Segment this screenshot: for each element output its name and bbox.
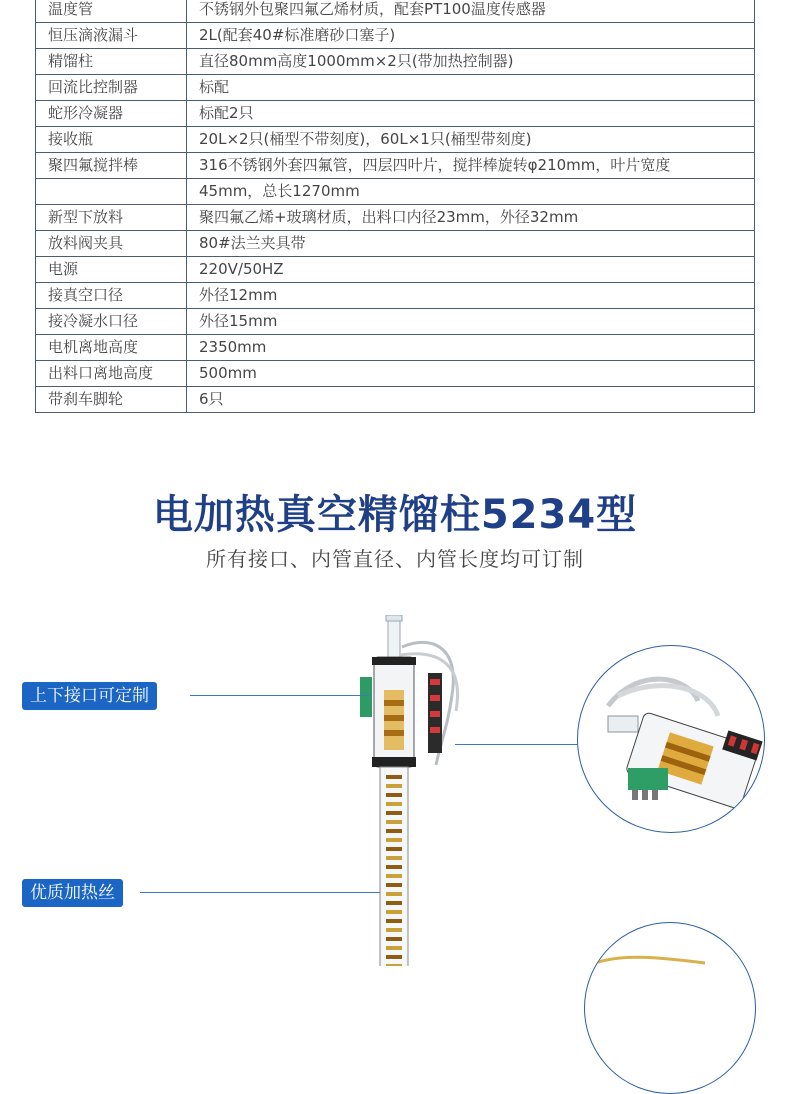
product-title: 电加热真空精馏柱5234型	[152, 492, 638, 538]
spec-row	[36, 179, 755, 205]
spec-table	[35, 0, 755, 413]
spec-key: 聚四氟搅拌棒	[36, 153, 187, 179]
spec-row	[36, 335, 755, 361]
spec-key: 新型下放料	[36, 205, 187, 231]
spec-key	[36, 179, 187, 205]
spec-value: 直径80mm高度1000mm×2只(带加热控制器)	[187, 49, 755, 75]
spec-value: 不锈钢外包聚四氟乙烯材质，配套PT100温度传感器	[187, 0, 755, 23]
spec-row	[36, 127, 755, 153]
spec-row	[36, 205, 755, 231]
spec-key: 电机离地高度	[36, 335, 187, 361]
spec-row	[36, 309, 755, 335]
spec-row	[36, 0, 755, 23]
detail-coil-image	[585, 923, 755, 1093]
spec-row	[36, 101, 755, 127]
product-subtitle: 所有接口、内管直径、内管长度均可订制	[206, 547, 584, 571]
spec-value: 6只	[187, 387, 755, 413]
spec-row	[36, 49, 755, 75]
spec-key: 接冷凝水口径	[36, 309, 187, 335]
spec-value: 聚四氟乙烯+玻璃材质，出料口内径23mm，外径32mm	[187, 205, 755, 231]
detail-head-image	[578, 646, 764, 832]
spec-value: 45mm，总长1270mm	[187, 179, 755, 205]
spec-value: 20L×2只(桶型不带刻度)，60L×1只(桶型带刻度)	[187, 127, 755, 153]
spec-value: 外径12mm	[187, 283, 755, 309]
callout-line-detail	[455, 744, 577, 745]
spec-key: 出料口离地高度	[36, 361, 187, 387]
detail-zoom-circle-top	[577, 645, 765, 833]
spec-row	[36, 153, 755, 179]
callout-line-top	[190, 695, 370, 696]
spec-value: 500mm	[187, 361, 755, 387]
spec-value: 80#法兰夹具带	[187, 231, 755, 257]
spec-key: 电源	[36, 257, 187, 283]
spec-row	[36, 361, 755, 387]
spec-key: 接收瓶	[36, 127, 187, 153]
callout-line-bottom	[140, 892, 380, 893]
spec-row	[36, 387, 755, 413]
spec-value: 标配2只	[187, 101, 755, 127]
spec-value: 2L(配套40#标准磨砂口塞子)	[187, 23, 755, 49]
callout-tag-custom-ports: 上下接口可定制	[22, 682, 157, 710]
spec-row	[36, 257, 755, 283]
spec-value: 316不锈钢外套四氟管，四层四叶片，搅拌棒旋转φ210mm，叶片宽度	[187, 153, 755, 179]
spec-key: 回流比控制器	[36, 75, 187, 101]
spec-row	[36, 75, 755, 101]
spec-key: 带刹车脚轮	[36, 387, 187, 413]
spec-key: 蛇形冷凝器	[36, 101, 187, 127]
spec-key: 精馏柱	[36, 49, 187, 75]
spec-value: 2350mm	[187, 335, 755, 361]
spec-key: 温度管	[36, 0, 187, 23]
distillation-column-image	[340, 615, 480, 966]
spec-value: 外径15mm	[187, 309, 755, 335]
callout-tag-heating-wire: 优质加热丝	[22, 879, 123, 907]
detail-zoom-circle-bottom	[584, 922, 756, 1094]
spec-row	[36, 23, 755, 49]
spec-row	[36, 283, 755, 309]
spec-key: 放料阀夹具	[36, 231, 187, 257]
spec-key: 恒压滴液漏斗	[36, 23, 187, 49]
spec-key: 接真空口径	[36, 283, 187, 309]
spec-value: 标配	[187, 75, 755, 101]
spec-row	[36, 231, 755, 257]
spec-value: 220V/50HZ	[187, 257, 755, 283]
